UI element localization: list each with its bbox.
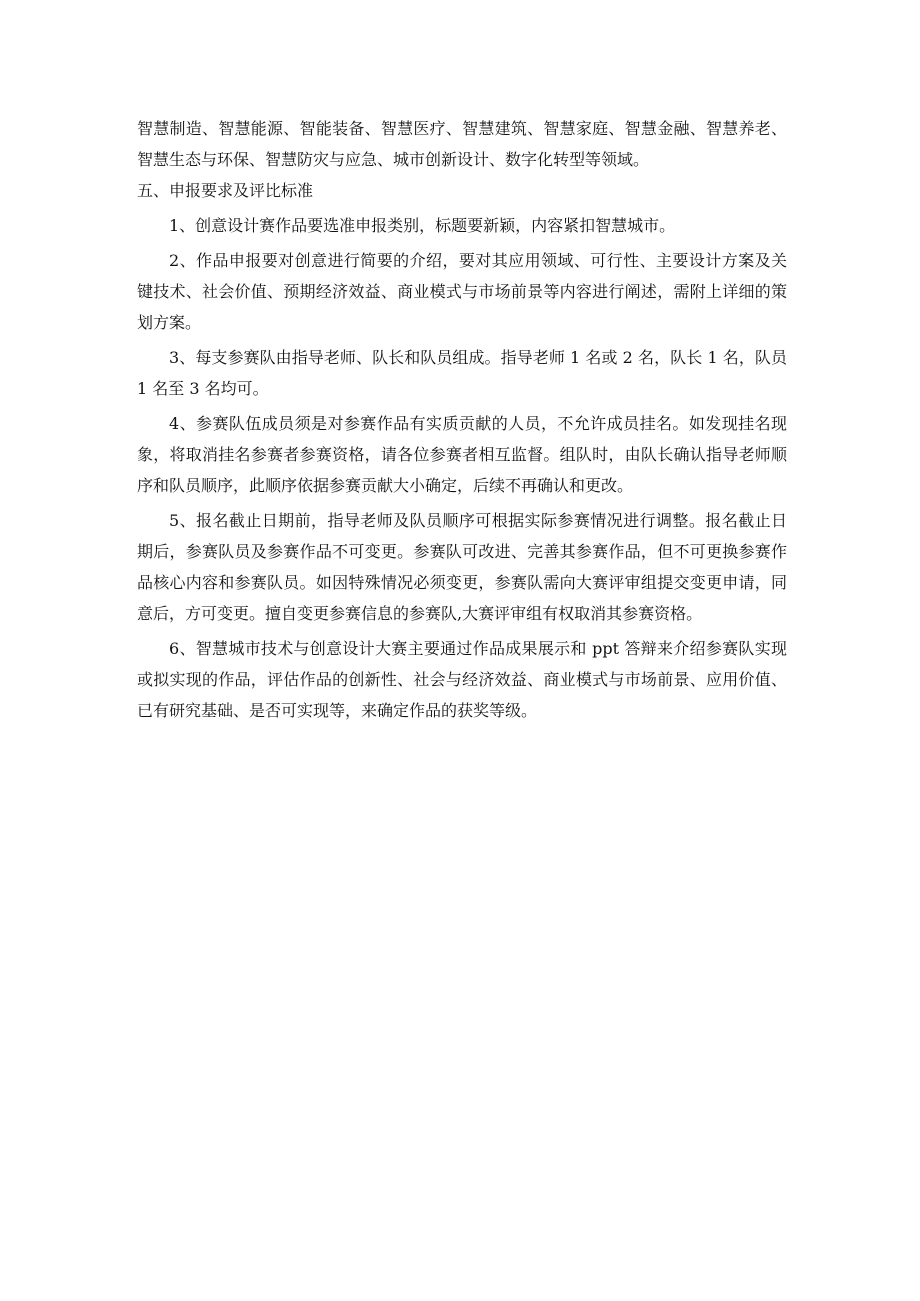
requirement-item-4: 4、参赛队伍成员须是对参赛作品有实质贡献的人员，不允许成员挂名。如发现挂名现象，将取消挂名参赛者参赛资格，请各位参赛者相互监督。组队时，由队长确认指导老师顺序和队员顺序，此顺序依据参赛贡献大小确定，后续不再确认和更改。: [137, 414, 787, 495]
requirement-item-2: 2、作品申报要对创意进行简要的介绍，要对其应用领域、可行性、主要设计方案及关键技术、社会价值、预期经济效益、商业模式与市场前景等内容进行阐述，需附上详细的策划方案。: [137, 251, 787, 332]
requirement-item-3: 3、每支参赛队由指导老师、队长和队员组成。指导老师 1 名或 2 名，队长 1 名，队员 1 名至 3 名均可。: [137, 348, 787, 398]
intro-paragraph: 智慧制造、智慧能源、智能装备、智慧医疗、智慧建筑、智慧家庭、智慧金融、智慧养老、智慧生态与环保、智慧防灾与应急、城市创新设计、数字化转型等领域。: [137, 119, 787, 169]
requirement-item-1: 1、创意设计赛作品要选准申报类别，标题要新颖，内容紧扣智慧城市。: [169, 216, 676, 235]
requirement-item-5: 5、报名截止日期前，指导老师及队员顺序可根据实际参赛情况进行调整。报名截止日期后，参赛队员及参赛作品不可变更。参赛队可改进、完善其参赛作品，但不可更换参赛作品核心内容和参赛队员。如因特殊情况必须变更，参赛队需向大赛评审组提交变更申请，同意后，方可变更。擅自变更参赛信息的参赛队,大赛评审组有权取消其参赛资格。: [137, 511, 787, 623]
requirement-item-6: 6、智慧城市技术与创意设计大赛主要通过作品成果展示和 ppt 答辩来介绍参赛队实现或拟实现的作品，评估作品的创新性、社会与经济效益、商业模式与市场前景、应用价值、已有研究基础、是否可实现等，来确定作品的获奖等级。: [137, 639, 787, 720]
document-body: [137, 113, 787, 726]
section-heading: 五、申报要求及评比标准: [137, 181, 314, 200]
